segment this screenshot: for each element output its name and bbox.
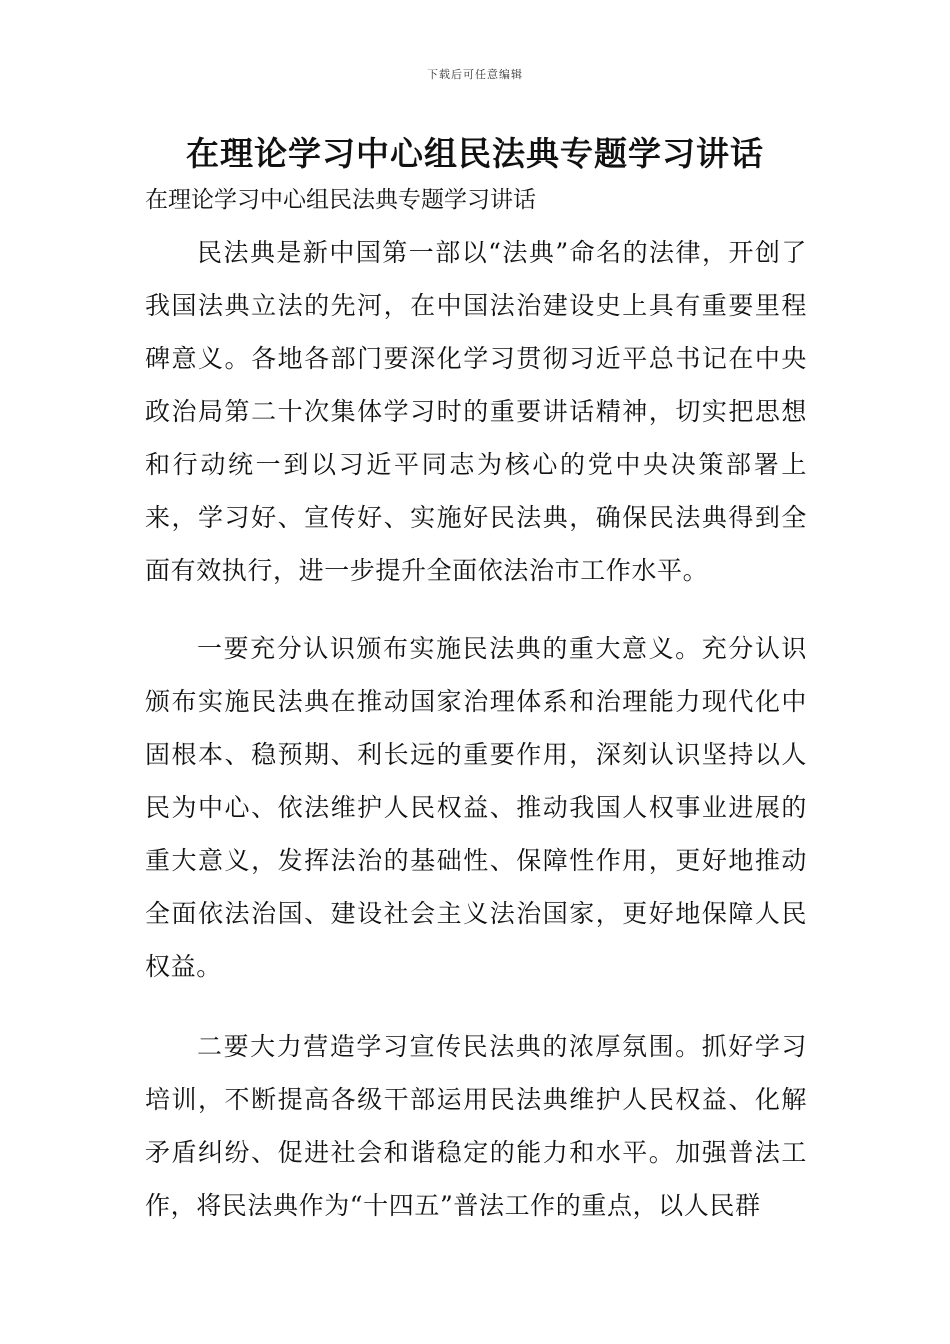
paragraph-intro: 民法典是新中国第一部以“法典”命名的法律，开创了我国法典立法的先河，在中国法治建设史上具有重要里程碑意义。各地各部门要深化学习贯彻习近平总书记在中央政治局第二十次集体学习时的重要讲话精神，切实把思想和行动统一到以习近平同志为核心的党中央决策部署上来，学习好、宣传好、实施好民法典，确保民法典得到全面有效执行，进一步提升全面依法治市工作水平。 [145,238,807,585]
paragraph-point-one: 一要充分认识颁布实施民法典的重大意义。充分认识颁布实施民法典在推动国家治理体系和治理能力现代化中固根本、稳预期、利长远的重要作用，深刻认识坚持以人民为中心、依法维护人民权益、推动我国人权事业进展的重大意义，发挥法治的基础性、保障性作用，更好地推动全面依法治国、建设社会主义法治国家，更好地保障人民权益。 [145,634,807,981]
document-title: 在理论学习中心组民法典专题学习讲话 [186,134,764,173]
paragraph-point-two: 二要大力营造学习宣传民法典的浓厚氛围。抓好学习培训，不断提高各级干部运用民法典维护人民权益、化解矛盾纠纷、促进社会和谐稳定的能力和水平。加强普法工作，将民法典作为“十四五”普法工作的重点，以人民群 [145,1032,807,1220]
header-note: 下载后可任意编辑 [427,68,523,81]
document-subtitle: 在理论学习中心组民法典专题学习讲话 [145,187,536,213]
